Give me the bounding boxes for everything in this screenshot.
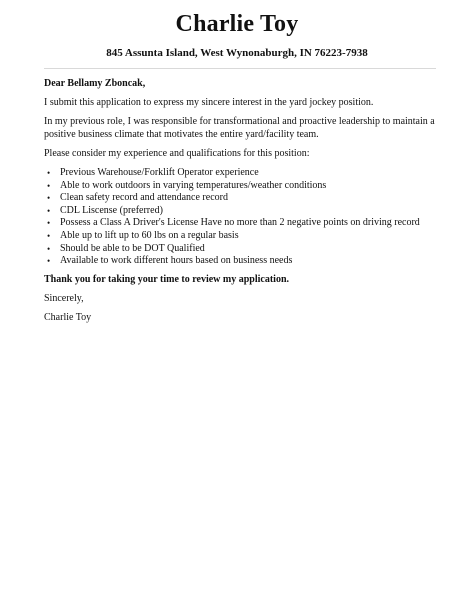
qualification-text: Clean safety record and attendance record: [60, 192, 228, 204]
qualification-text: Able up to lift up to 60 lbs on a regular basis: [60, 229, 239, 241]
paragraph-consider: Please consider my experience and qualifications for this position:: [44, 147, 310, 159]
header-divider: [44, 68, 436, 69]
qualification-item: [47, 179, 436, 193]
qualification-item: [47, 217, 436, 230]
qualification-item: [47, 204, 436, 218]
signature-name: Charlie Toy: [44, 312, 92, 324]
bullet-icon: •: [47, 230, 51, 241]
bullet-icon: •: [47, 218, 51, 229]
qualification-item: [47, 166, 436, 180]
signoff: Sincerely,: [44, 293, 84, 305]
bullet-icon: •: [47, 180, 51, 191]
bullet-icon: •: [47, 167, 51, 178]
bullet-icon: •: [47, 193, 51, 204]
qualification-text: Should be able to be DOT Qualified: [60, 242, 205, 254]
paragraph-intro: I submit this application to express my sincere interest in the yard jockey position.: [44, 97, 374, 109]
qualification-item: [47, 192, 436, 205]
qualification-text: Able to work outdoors in varying temperatures/weather conditions: [60, 179, 327, 191]
applicant-name: Charlie Toy: [175, 11, 299, 37]
salutation: Dear Bellamy Zboncak,: [44, 78, 146, 89]
qualification-text: Available to work different hours based on business needs: [60, 255, 293, 267]
bullet-icon: •: [47, 243, 51, 254]
applicant-address: 845 Assunta Island, West Wynonaburgh, IN 76223-7938: [106, 47, 368, 59]
qualification-item: [47, 242, 436, 256]
qualification-text: Possess a Class A Driver's License Have no more than 2 negative points on driving record: [60, 217, 420, 229]
qualification-text: CDL Liscense (preferred): [60, 204, 163, 216]
qualification-item: [47, 229, 436, 243]
closing-line: Thank you for taking your time to review my application.: [44, 274, 290, 286]
qualifications-list: [44, 167, 436, 268]
qualification-text: Previous Warehouse/Forklift Operator experience: [60, 166, 259, 178]
bullet-icon: •: [47, 256, 51, 267]
qualification-item: [47, 255, 436, 268]
letter-body: [44, 78, 436, 332]
paragraph-experience: In my previous role, I was responsible for transformational and proactive leadership to maintain a positive business climate that motivates the entire yard/facility team.: [44, 116, 435, 140]
bullet-icon: •: [47, 205, 51, 216]
